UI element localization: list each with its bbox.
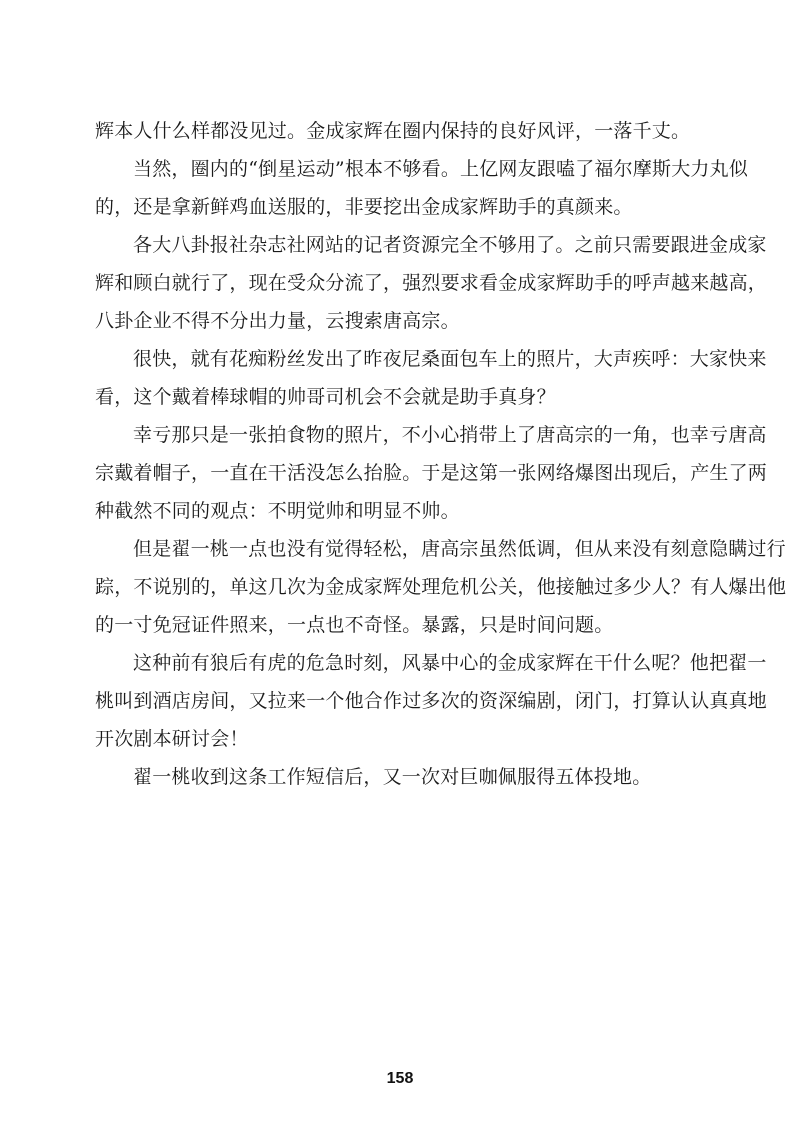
paragraph-start-line: 幸亏那只是一张拍食物的照片，不小心捎带上了唐高宗的一角，也幸亏唐高: [133, 424, 767, 446]
paragraph-start-line: 各大八卦报社杂志社网站的记者资源完全不够用了。之前只需要跟进金成家: [133, 234, 767, 256]
text-line: 宗戴着帽子，一直在干活没怎么抬脸。于是这第一张网络爆图出现后，产生了两: [95, 462, 768, 484]
paragraph-start-line: 翟一桃收到这条工作短信后，又一次对巨咖佩服得五体投地。: [133, 766, 652, 788]
text-line: 的一寸免冠证件照来，一点也不奇怪。暴露，只是时间问题。: [95, 614, 614, 636]
text-line: 踪，不说别的，单这几次为金成家辉处理危机公关，他接触过多少人？有人爆出他: [95, 576, 787, 598]
text-line: 种截然不同的观点：不明觉帅和明显不帅。: [95, 500, 460, 522]
text-line: 开次剧本研讨会！: [95, 728, 249, 750]
text-body: [95, 112, 787, 796]
text-line: 辉本人什么样都没见过。金成家辉在圈内保持的良好风评，一落千丈。: [95, 120, 691, 142]
paragraph-start-line: 当然，圈内的“倒星运动”根本不够看。上亿网友跟嗑了福尔摩斯大力丸似: [133, 158, 749, 180]
paragraph-start-line: 很快，就有花痴粉丝发出了昨夜尼桑面包车上的照片，大声疾呼：大家快来: [133, 348, 767, 370]
paragraph-start-line: 但是翟一桃一点也没有觉得轻松，唐高宗虽然低调，但从来没有刻意隐瞒过行: [133, 538, 786, 560]
text-line: 辉和顾白就行了，现在受众分流了，强烈要求看金成家辉助手的呼声越来越高，: [95, 272, 768, 294]
text-line: 桃叫到酒店房间，又拉来一个他合作过多次的资深编剧，闭门，打算认认真真地: [95, 690, 768, 712]
text-line: 的，还是拿新鲜鸡血送服的，非要挖出金成家辉助手的真颜来。: [95, 196, 633, 218]
text-line: 八卦企业不得不分出力量，云搜索唐高宗。: [95, 310, 460, 332]
text-line: 看，这个戴着棒球帽的帅哥司机会不会就是助手真身？: [95, 386, 556, 408]
page-number: 158: [386, 1070, 414, 1087]
paragraph-start-line: 这种前有狼后有虎的危急时刻，风暴中心的金成家辉在干什么呢？他把翟一: [133, 652, 767, 674]
